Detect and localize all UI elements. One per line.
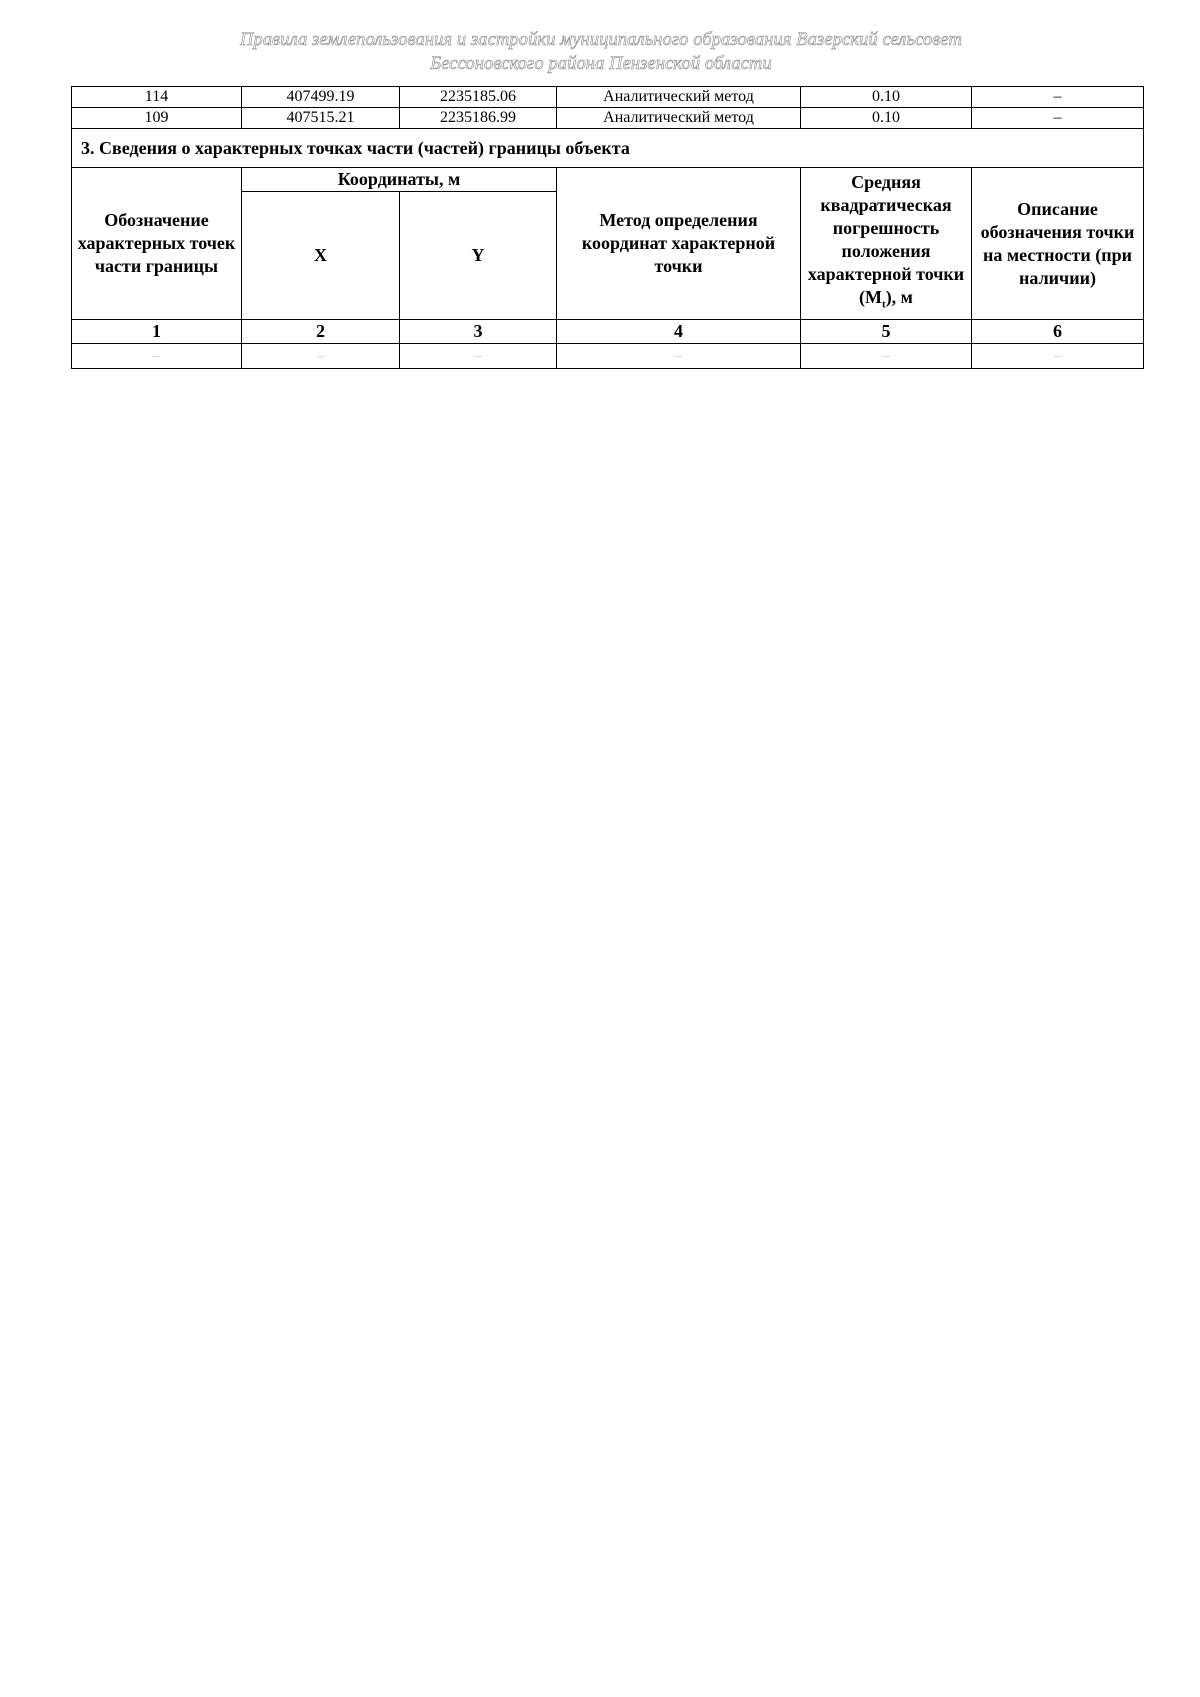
header-mean-error bbox=[801, 168, 972, 320]
header-row bbox=[72, 168, 1144, 192]
running-header-line-1: Правила землепользования и застройки муниципального образования Вазерский сельсовет bbox=[240, 30, 962, 50]
empty-cell: – bbox=[400, 344, 557, 369]
column-number: 2 bbox=[242, 320, 400, 344]
y-cell: 2235185.06 bbox=[400, 87, 557, 108]
table-row bbox=[72, 108, 1144, 129]
header-description: Описание обозначения точки на местности (при наличии) bbox=[972, 168, 1144, 320]
x-cell: 407515.21 bbox=[242, 108, 400, 129]
empty-cell: – bbox=[242, 344, 400, 369]
table-row bbox=[72, 344, 1144, 369]
header-mean-error-unit: ), м bbox=[885, 286, 913, 307]
section-3-title: 3. Сведения о характерных точках части (частей) границы объекта bbox=[72, 129, 1144, 168]
x-cell: 407499.19 bbox=[242, 87, 400, 108]
method-cell: Аналитический метод bbox=[557, 108, 801, 129]
header-y: Y bbox=[400, 192, 557, 320]
header-mean-error-subscript: t bbox=[882, 298, 886, 311]
section-title-row bbox=[72, 129, 1144, 168]
column-number: 4 bbox=[557, 320, 801, 344]
empty-cell: – bbox=[801, 344, 972, 369]
empty-cell: – bbox=[72, 344, 242, 369]
empty-cell: – bbox=[557, 344, 801, 369]
header-method: Метод определения координат характерной точки bbox=[557, 168, 801, 320]
column-number: 6 bbox=[972, 320, 1144, 344]
description-cell: – bbox=[972, 87, 1144, 108]
column-number-row bbox=[72, 320, 1144, 344]
description-cell: – bbox=[972, 108, 1144, 129]
error-cell: 0.10 bbox=[801, 87, 972, 108]
table-row bbox=[72, 87, 1144, 108]
empty-cell: – bbox=[972, 344, 1144, 369]
header-coordinates: Координаты, м bbox=[242, 168, 557, 192]
header-mean-error-text: Средняя квадратическая погрешность положения характерной точки (M bbox=[807, 171, 965, 307]
y-cell: 2235186.99 bbox=[400, 108, 557, 129]
method-cell: Аналитический метод bbox=[557, 87, 801, 108]
column-number: 5 bbox=[801, 320, 972, 344]
header-x: X bbox=[242, 192, 400, 320]
point-cell: 114 bbox=[72, 87, 242, 108]
header-point-designation: Обозначение характерных точек части границы bbox=[72, 168, 242, 320]
running-header-line-2: Бессоновского района Пензенской области bbox=[430, 54, 772, 74]
coordinates-table bbox=[71, 86, 1144, 369]
running-header bbox=[70, 28, 1132, 76]
point-cell: 109 bbox=[72, 108, 242, 129]
column-number: 3 bbox=[400, 320, 557, 344]
error-cell: 0.10 bbox=[801, 108, 972, 129]
column-number: 1 bbox=[72, 320, 242, 344]
